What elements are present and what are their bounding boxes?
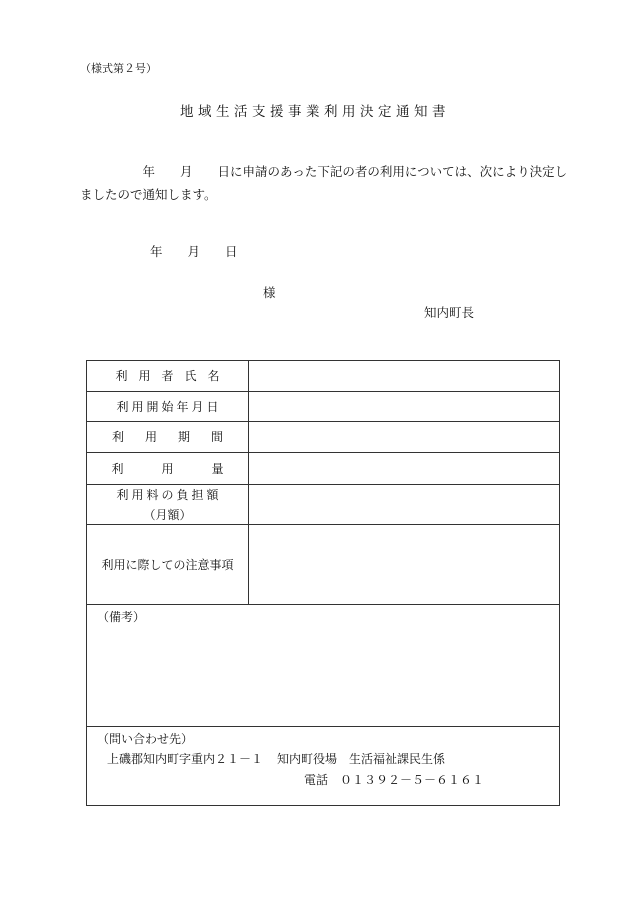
label-start-date bbox=[87, 392, 249, 421]
issue-date: 年 月 日 bbox=[150, 244, 238, 259]
value-start-date[interactable] bbox=[249, 392, 559, 421]
form-number: （様式第２号） bbox=[80, 62, 157, 75]
value-user-name[interactable] bbox=[249, 361, 559, 391]
label-fee bbox=[87, 485, 249, 524]
notification-body bbox=[80, 160, 568, 206]
value-amount[interactable] bbox=[249, 453, 559, 484]
row-period bbox=[87, 422, 559, 453]
issuer-name: 知内町長 bbox=[424, 305, 475, 320]
body-line-2: ましたので通知します。 bbox=[80, 187, 217, 202]
label-subtext: （月額） bbox=[143, 507, 192, 522]
value-fee[interactable] bbox=[249, 485, 559, 524]
row-start-date bbox=[87, 392, 559, 422]
label-text: 利用者氏名 bbox=[115, 369, 231, 383]
body-line-1: 年 月 日に申請のあった下記の者の利用については、次により決定し bbox=[80, 164, 568, 179]
contact-section bbox=[87, 727, 559, 807]
label-period bbox=[87, 422, 249, 452]
row-user-name bbox=[87, 361, 559, 392]
notes-section bbox=[87, 605, 559, 727]
document-title: 地域生活支援事業利用決定通知書 bbox=[180, 104, 450, 120]
contact-address: 上磯郡知内町字重内２１－１ bbox=[107, 752, 264, 766]
label-amount bbox=[87, 453, 262, 484]
recipient-honorific: 様 bbox=[263, 285, 276, 300]
decision-table bbox=[86, 360, 560, 806]
label-text: 利用量 bbox=[111, 461, 262, 476]
contact-heading: （問い合わせ先） bbox=[97, 732, 194, 746]
contact-phone: 電話 ０１３９２－５－６１６１ bbox=[304, 773, 485, 787]
row-amount bbox=[87, 453, 559, 485]
label-text: 利用開始年月日 bbox=[116, 399, 222, 414]
label-precautions bbox=[87, 525, 249, 604]
contact-office: 知内町役場 生活福祉課民生係 bbox=[277, 752, 446, 766]
row-fee bbox=[87, 485, 559, 525]
label-user-name bbox=[87, 361, 249, 391]
value-period[interactable] bbox=[249, 422, 559, 452]
value-precautions[interactable] bbox=[249, 525, 559, 604]
label-text: 利用期間 bbox=[111, 430, 244, 444]
label-text: 利用に際しての注意事項 bbox=[101, 557, 234, 572]
row-precautions bbox=[87, 525, 559, 605]
notes-label: （備考） bbox=[97, 610, 146, 624]
label-text: 利用料の負担額 bbox=[116, 487, 222, 502]
